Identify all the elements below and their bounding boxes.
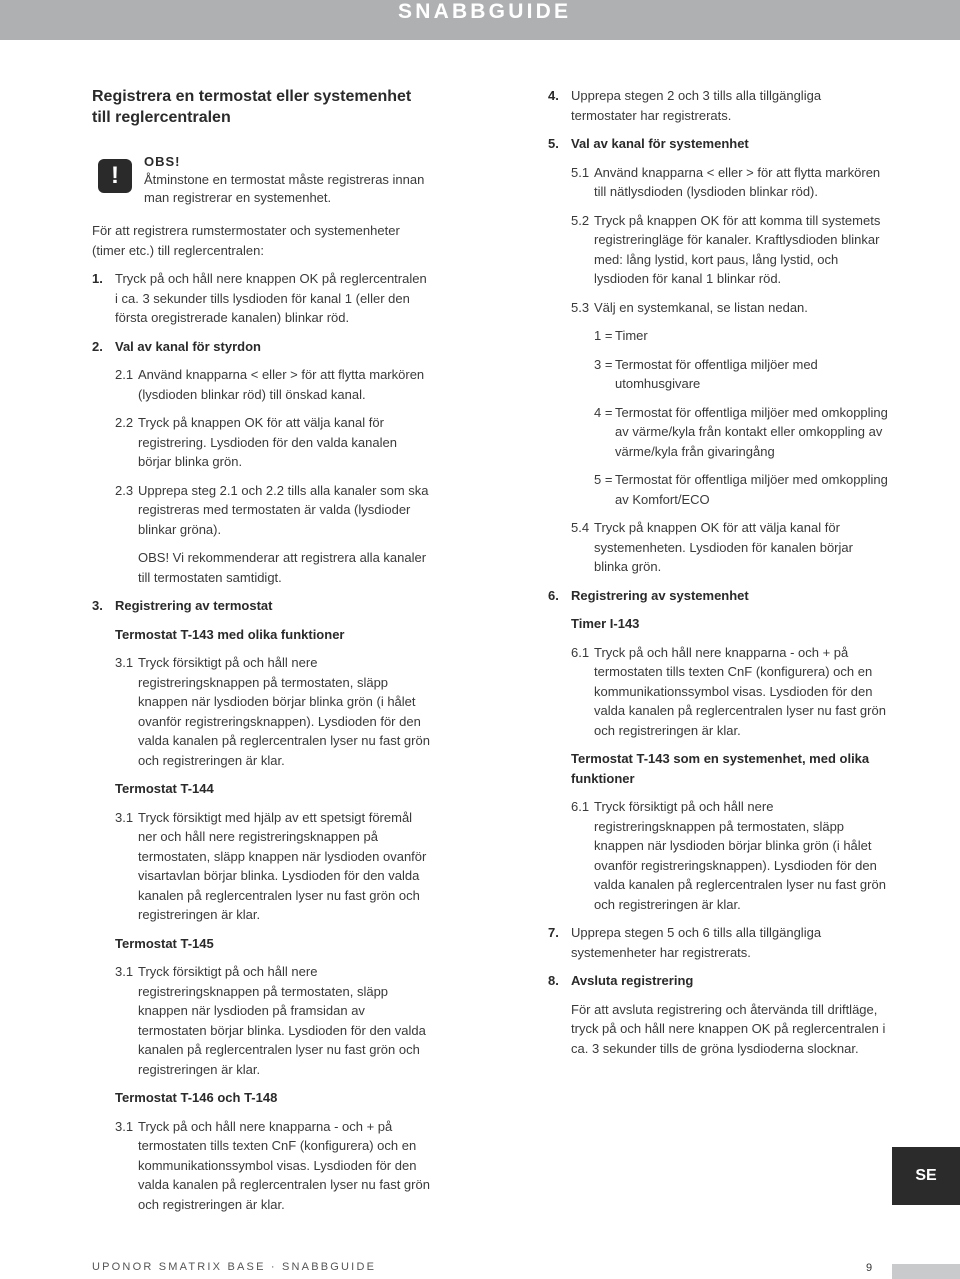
substep-number: 6.1 <box>571 799 590 814</box>
channel-number: 5 = <box>594 472 613 487</box>
footer-bar <box>892 1264 960 1279</box>
step-text: Tryck på och håll nere knappen OK på reglercentralen i ca. 3 sekunder tills lysdioden för kanal 1 (eller den första oregistrerade kanalen) blinkar röd. <box>115 271 427 325</box>
page-header-title: SNABBGUIDE <box>398 0 572 23</box>
substep-5-4 <box>548 518 888 577</box>
note-box <box>92 153 432 207</box>
section-heading: Registrera en termostat eller systemenhet till reglercentralen <box>92 88 412 126</box>
channel-number: 1 = <box>594 328 613 343</box>
channel-number: 3 = <box>594 356 613 372</box>
step-heading: Val av kanal för styrdon <box>115 338 261 354</box>
step-number: 4. <box>548 88 559 103</box>
step-2-note <box>92 548 432 587</box>
step-number: 7. <box>548 925 559 940</box>
substep-number: 2.2 <box>115 415 134 430</box>
step-number: 5. <box>548 136 559 151</box>
t143-step <box>92 653 432 770</box>
step-2 <box>92 337 432 357</box>
timer-heading: Timer I-143 <box>571 616 640 631</box>
channel-option-4 <box>548 403 888 462</box>
step-7 <box>548 923 888 962</box>
t144-heading: Termostat T-144 <box>115 781 214 796</box>
substep-text: Välj en systemkanal, se listan nedan. <box>594 299 808 315</box>
step-8-text: För att avsluta registrering och återvända till driftläge, tryck på och håll nere knappen OK på reglercentralen i ca. 3 sekunder tills de gröna lysdioderna slocknar. <box>571 1001 886 1056</box>
step-heading: Val av kanal för systemenhet <box>571 136 749 151</box>
t145-step <box>92 962 432 1079</box>
substep-number: 2.1 <box>115 367 134 382</box>
substep-number: 5.4 <box>571 520 590 535</box>
substep-text: Tryck försiktigt på och håll nere registreringsknappen på termostaten, släpp knappen när lysdioden börjar blinka grön (i hålet ovanför registreringsknappen). Lysdioden för den valda kanalen på reglercentralen lyser nu fast grön och registreringen är klar. <box>594 799 886 912</box>
step-8 <box>548 971 888 991</box>
substep-text: Tryck försiktigt på och håll nere registreringsknappen på termostaten, släpp knappen när lysdioden börjar blinka grön (i hålet ovanför registreringsknappen). Lysdioden för den valda kanalen på reglercentralen lyser nu fast grön och registreringen är klar. <box>138 655 430 768</box>
step-heading: Registrering av termostat <box>115 598 273 613</box>
substep-number: 5.2 <box>571 212 590 228</box>
substep-text: Tryck på knappen OK för att välja kanal för registrering. Lysdioden för den valda kanalen börjar blinka grön. <box>138 415 397 469</box>
substep-text: Använd knapparna < eller > för att flytta markören till nätlysdioden (lysdioden blinkar röd). <box>594 164 881 199</box>
channel-text: Termostat för offentliga miljöer med omkoppling av värme/kyla från kontakt eller omkoppling av värme/kyla från givaringång <box>615 404 888 459</box>
channel-option-5 <box>548 470 888 509</box>
t144-step <box>92 808 432 925</box>
substep-2-3 <box>92 481 432 540</box>
t145-heading: Termostat T-145 <box>115 935 214 951</box>
channel-text: Termostat för offentliga miljöer med utomhusgivare <box>615 356 818 391</box>
step-heading: Avsluta registrering <box>571 973 694 988</box>
step-number: 6. <box>548 587 559 603</box>
step-text: Upprepa stegen 2 och 3 tills alla tillgängliga termostater har registrerats. <box>571 88 822 123</box>
substep-2-1 <box>92 365 432 404</box>
step-number: 1. <box>92 271 103 286</box>
substep-5-1 <box>548 163 888 202</box>
system-t143-step <box>548 797 888 914</box>
substep-5-2 <box>548 211 888 289</box>
t146-step <box>92 1117 432 1215</box>
step-heading: Registrering av systemenhet <box>571 587 749 603</box>
note-text: Åtminstone en termostat måste registreras innan man registrerar en systemenhet. <box>144 172 425 205</box>
substep-number: 3.1 <box>115 809 134 825</box>
substep-text: Tryck försiktigt på och håll nere registreringsknappen på termostaten, släpp knappen när lysdioden på framsidan av termostaten börjar blinka. Lysdioden för den valda kanalen på reglercentralen lyser nu fast grön och registreringen är klar. <box>138 964 426 1077</box>
step-number: 2. <box>92 338 103 354</box>
warning-icon: ! <box>98 159 132 193</box>
substep-number: 5.1 <box>571 164 590 180</box>
page-number: 9 <box>866 1262 873 1274</box>
channel-text: Timer <box>615 328 648 343</box>
step-5 <box>548 134 888 154</box>
substep-number: 2.3 <box>115 482 134 498</box>
t146-heading: Termostat T-146 och T-148 <box>115 1090 278 1105</box>
channel-option-1 <box>548 326 888 346</box>
t143-heading: Termostat T-143 med olika funktioner <box>115 626 345 642</box>
substep-number: 6.1 <box>571 644 590 660</box>
substep-text: Tryck på knappen OK för att komma till systemets registreringläge för kanaler. Kraftlysdioden blinkar med: lång lystid, kort paus, lång lystid, och lysdioden för kanal 1 blinkar röd. <box>594 212 881 286</box>
substep-number: 5.3 <box>571 299 590 315</box>
substep-2-2 <box>92 413 432 472</box>
left-column <box>92 86 432 1223</box>
language-tab: SE <box>892 1147 960 1205</box>
substep-text: Använd knapparna < eller > för att flytta markören (lysdioden blinkar röd) till önskad kanal. <box>138 367 425 402</box>
step-number: 3. <box>92 598 103 613</box>
step-3 <box>92 596 432 616</box>
footer-title: UPONOR SMATRIX BASE · SNABBGUIDE <box>92 1261 377 1273</box>
note-title: OBS! <box>144 154 181 169</box>
channel-option-3 <box>548 355 888 394</box>
step-text: Upprepa stegen 5 och 6 tills alla tillgängliga systemenheter har registrerats. <box>571 925 822 960</box>
channel-number: 4 = <box>594 404 613 420</box>
intro-text: För att registrera rumstermostater och systemenheter (timer etc.) till reglercentralen: <box>92 223 400 258</box>
channel-text: Termostat för offentliga miljöer med omkoppling av Komfort/ECO <box>615 472 888 507</box>
substep-number: 3.1 <box>115 655 134 670</box>
substep-text: Tryck på och håll nere knapparna - och + på termostaten tills texten CnF (konfigurera) och en kommunikationssymbol visas. Lysdioden för den valda kanalen på reglercentralen lyser nu fast grön och registreringen är klar. <box>594 644 886 738</box>
substep-text: Tryck på knappen OK för att välja kanal för systemenheten. Lysdioden för kanalen börjar blinka grön. <box>594 520 853 574</box>
substep-text: Tryck på och håll nere knapparna - och + på termostaten tills texten CnF (konfigurera) och en kommunikationssymbol visas. Lysdioden för den valda kanalen på reglercentralen lyser nu fast grön och registreringen är klar. <box>138 1118 430 1212</box>
step-4 <box>548 86 888 125</box>
substep-5-3 <box>548 298 888 318</box>
substep-text: Tryck försiktigt med hjälp av ett spetsigt föremål ner och håll nere registreringsknappen på termostaten, släpp knappen när lysdioden ovanför visartavlan börjar blinka. Lysdioden för den valda kanalen på reglercentralen lyser nu fast grön och registreringen är klar. <box>138 809 427 922</box>
right-column <box>548 86 888 1067</box>
substep-text: Upprepa steg 2.1 och 2.2 tills alla kanaler som ska registreras med termostaten är valda (lysdioder blinkar gröna). <box>138 482 429 537</box>
step-number: 8. <box>548 973 559 988</box>
step-6 <box>548 586 888 606</box>
note-text: OBS! Vi rekommenderar att registrera alla kanaler till termostaten samtidigt. <box>138 550 427 585</box>
timer-step <box>548 643 888 741</box>
system-t143-heading: Termostat T-143 som en systemenhet, med olika funktioner <box>571 751 870 786</box>
step-1 <box>92 269 432 328</box>
substep-number: 3.1 <box>115 1118 134 1134</box>
substep-number: 3.1 <box>115 964 134 979</box>
